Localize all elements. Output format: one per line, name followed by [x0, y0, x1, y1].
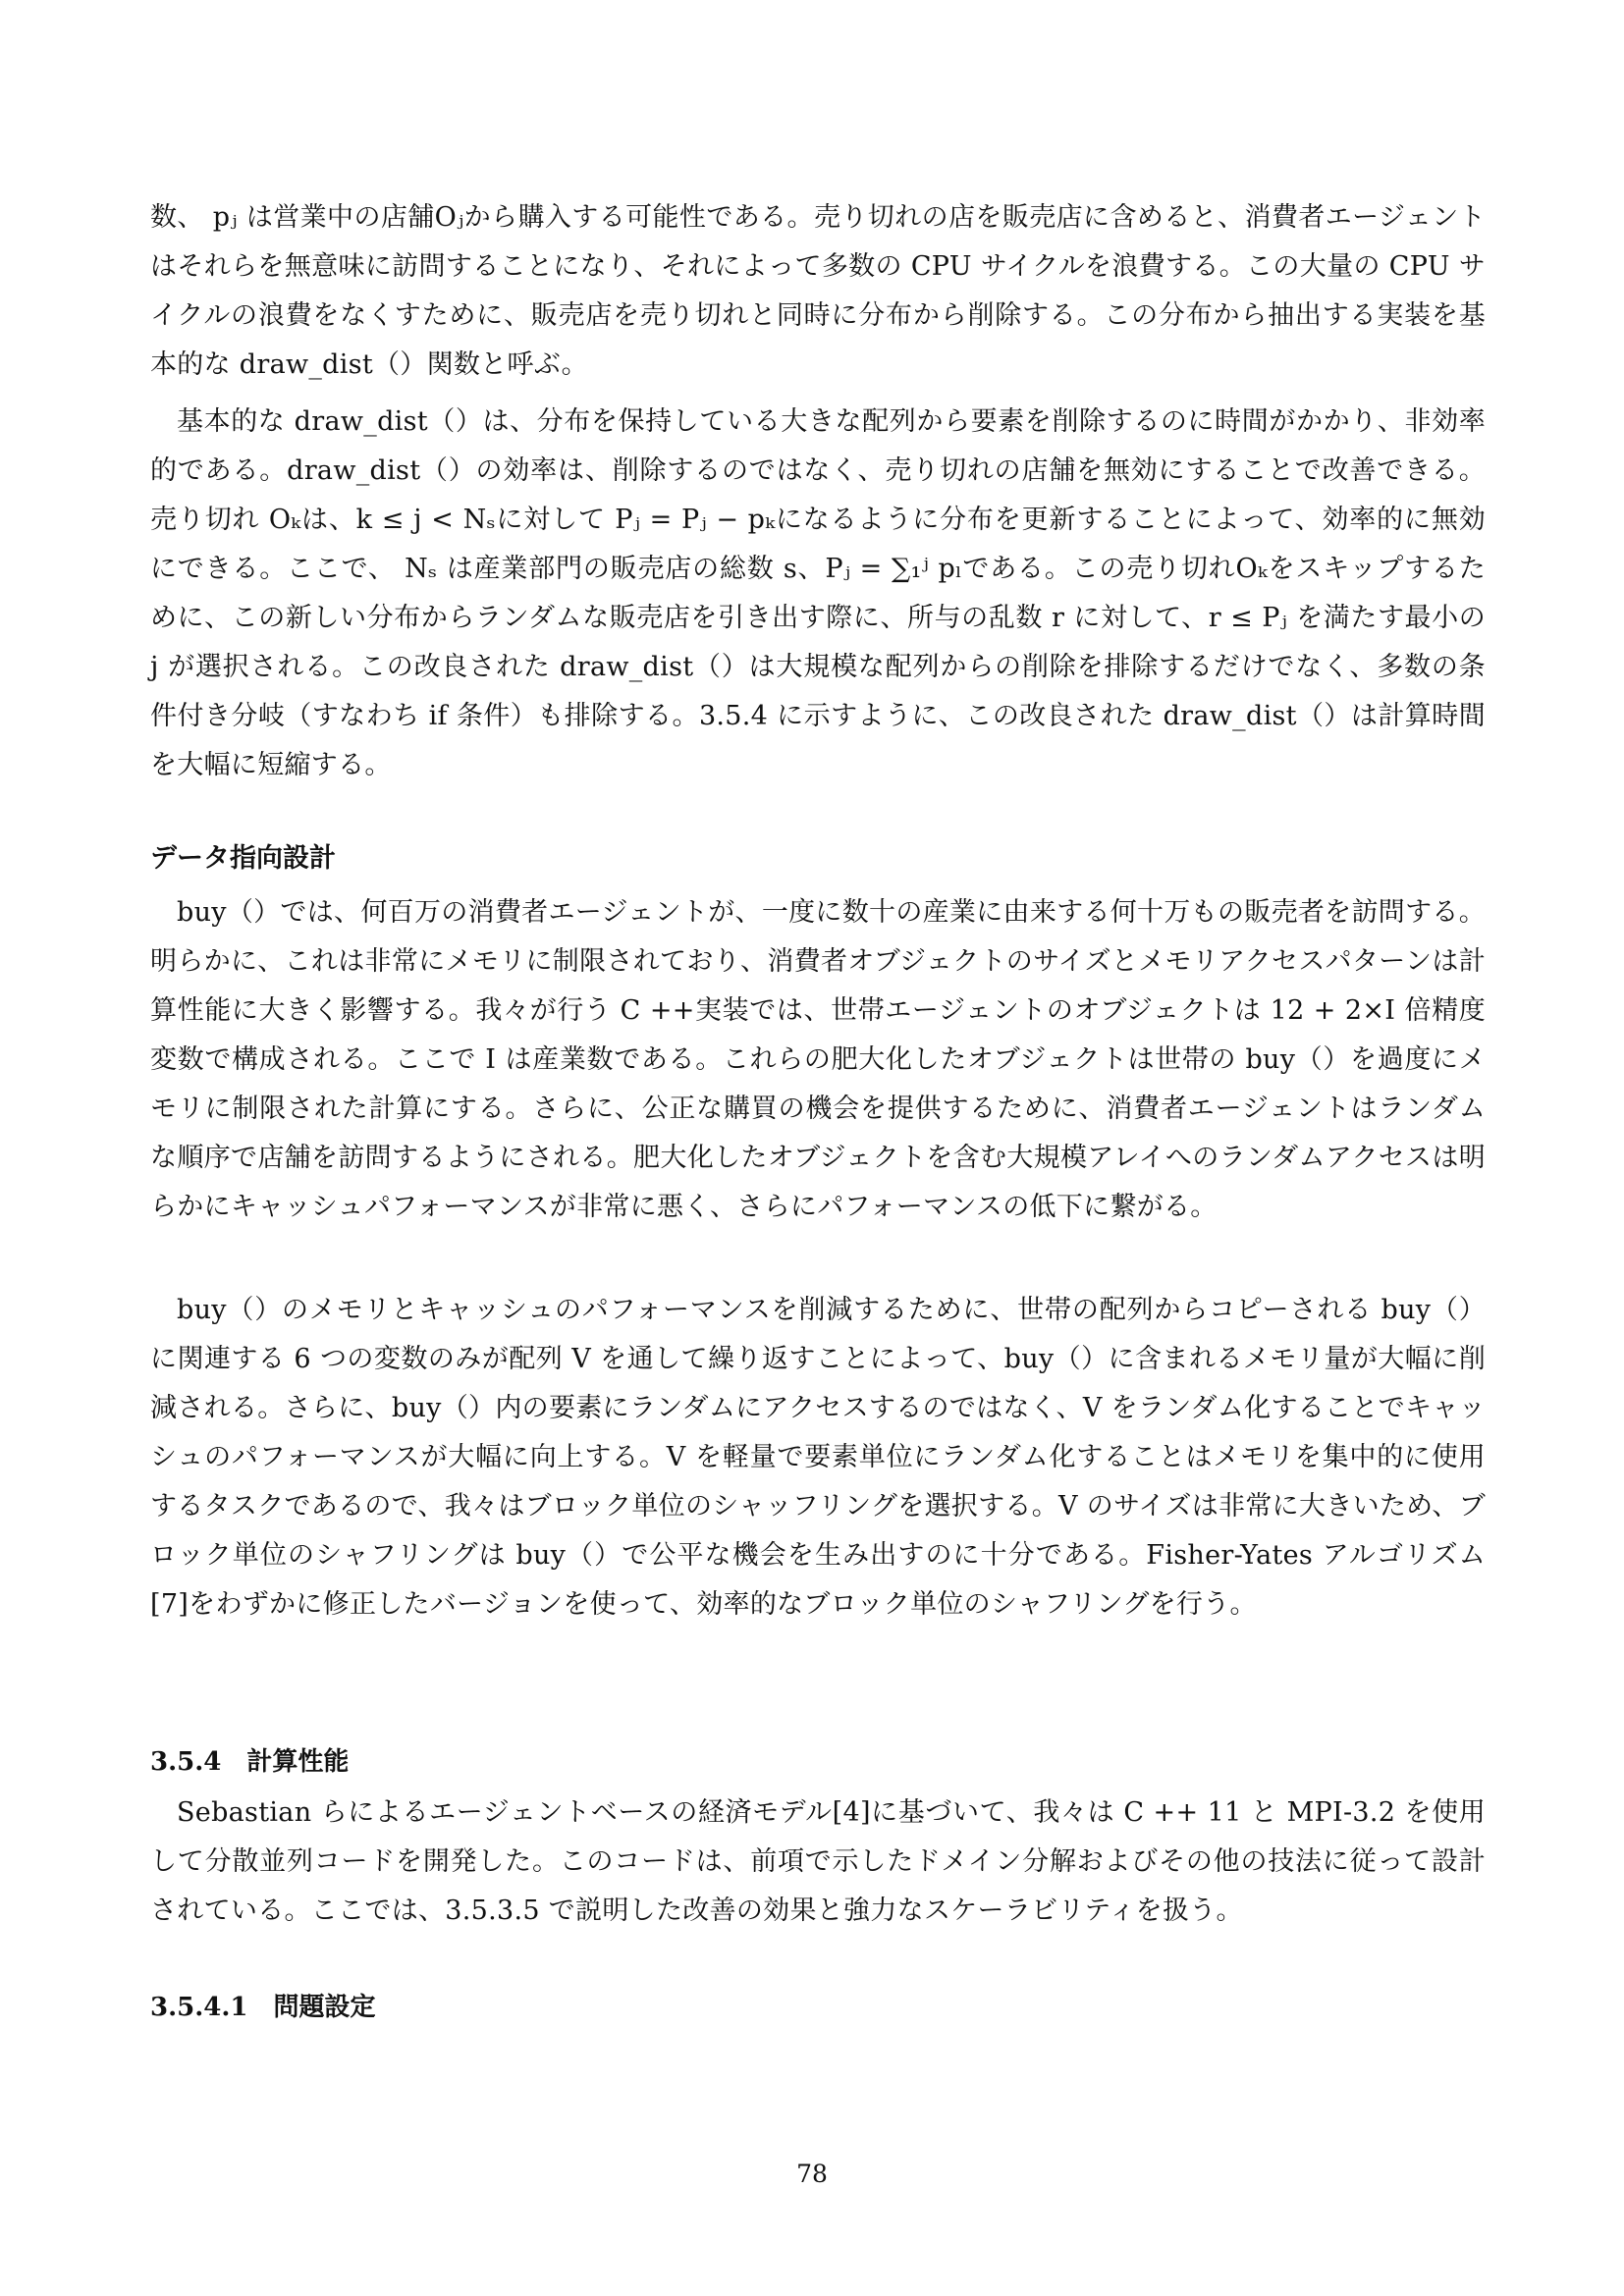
section-heading-3-5-4: 3.5.4 計算性能: [150, 1747, 350, 1777]
section-heading-data-oriented-design: データ指向設計: [150, 843, 336, 874]
paragraph-buy-cache: buy（）のメモリとキャッシュのパフォーマンスを削減するために、世帯の配列からコピーされる buy（）に関連する 6 つの変数のみが配列 V を通して繰り返すことによって、buy（）に含まれるメモリ量が大幅に削減される。さらに、buy（）内の要素にランダムにアクセスするのではなく、V をランダム化することでキャッシュのパフォーマンスが大幅に向上する。V を軽量で要素単位にランダム化することはメモリを集中的に使用するタスクであるので、我々はブロック単位のシャッフリングを選択する。V のサイズは非常に大きいため、ブロック単位のシャフリングは buy（）で公平な機会を生み出すのに十分である。Fisher-Yates アルゴリズム[7]をわずかに修正したバージョンを使って、効率的なブロック単位のシャフリングを行う。: [150, 1295, 1486, 1620]
section-heading-3-5-4-1: 3.5.4.1 問題設定: [150, 1993, 376, 2022]
paragraph-buy-memory: buy（）では、何百万の消費者エージェントが、一度に数十の産業に由来する何十万もの販売者を訪問する。明らかに、これは非常にメモリに制限されており、消費者オブジェクトのサイズとメモリアクセスパターンは計算性能に大きく影響する。我々が行う C ++実装では、世帯エージェントのオブジェクトは 12 + 2×I 倍精度変数で構成される。ここで I は産業数である。これらの肥大化したオブジェクトは世帯の buy（）を過度にメモリに制限された計算にする。さらに、公正な購買の機会を提供するために、消費者エージェントはランダムな順序で店舗を訪問するようにされる。肥大化したオブジェクトを含む大規模アレイへのランダムアクセスは明らかにキャッシュパフォーマンスが非常に悪く、さらにパフォーマンスの低下に繋がる。: [150, 897, 1486, 1222]
page-number: 78: [796, 2160, 828, 2188]
paragraph-computational-performance: Sebastian らによるエージェントベースの経済モデル[4]に基づいて、我々は C ++ 11 と MPI-3.2 を使用して分散並列コードを開発した。このコードは、前項で示したドメイン分解およびその他の技法に従って設計されている。ここでは、3.5.3.5 で説明した改善の効果と強力なスケーラビリティを扱う。: [150, 1797, 1486, 1926]
paragraph-draw-dist-intro: 数、 pⱼ は営業中の店舗Oⱼから購入する可能性である。売り切れの店を販売店に含めると、消費者エージェントはそれらを無意味に訪問することになり、それによって多数の CPU サイクルを浪費する。この大量の CPU サイクルの浪費をなくすために、販売店を売り切れと同時に分布から削除する。この分布から抽出する実装を基本的な draw_dist（）関数と呼ぶ。: [150, 202, 1486, 380]
paragraph-improved-draw-dist: 基本的な draw_dist（）は、分布を保持している大きな配列から要素を削除するのに時間がかかり、非効率的である。draw_dist（）の効率は、削除するのではなく、売り切れの店舗を無効にすることで改善できる。売り切れ Oₖは、k ≤ j < Nₛに対して Pⱼ = Pⱼ − pₖになるように分布を更新することによって、効率的に無効にできる。ここで、 Nₛ は産業部門の販売店の総数 s、Pⱼ = ∑₁ʲ pₗである。この売り切れOₖをスキップするために、この新しい分布からランダムな販売店を引き出す際に、所与の乱数 r に対して、r ≤ Pⱼ を満たす最小の j が選択される。この改良された draw_dist（）は大規模な配列からの削除を排除するだけでなく、多数の条件付き分岐（すなわち if 条件）も排除する。3.5.4 に示すように、この改良された draw_dist（）は計算時間を大幅に短縮する。: [150, 406, 1486, 780]
